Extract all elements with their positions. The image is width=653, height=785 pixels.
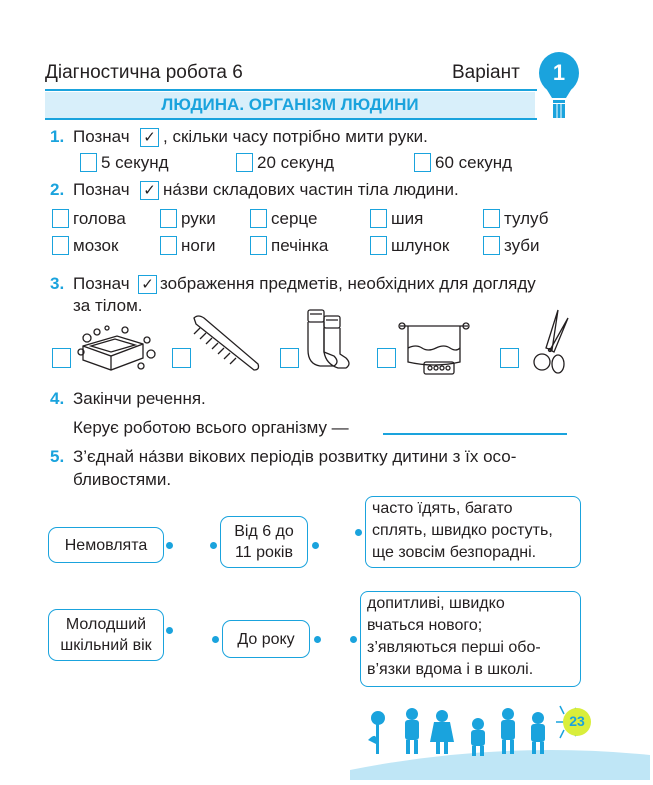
task2-option-r2-5: зуби <box>504 236 540 255</box>
children-decoration-icon <box>350 700 650 785</box>
task2-option-r1-5: тулуб <box>504 209 549 228</box>
period-newborns[interactable]: Немовлята <box>48 527 164 563</box>
task4-sentence: Керує роботою всього організму — <box>73 418 349 437</box>
trait-schoolchildren-dot[interactable] <box>350 636 357 643</box>
task2-text-after: на́зви складових частин тіла людини. <box>163 180 459 199</box>
period-newborns-dot[interactable] <box>166 542 173 549</box>
period-under-one-right-dot[interactable] <box>314 636 321 643</box>
period-junior-school-dot[interactable] <box>166 627 173 634</box>
task2-option-r2-2: ноги <box>181 236 216 255</box>
task2-option-r1-4: шия <box>391 209 424 228</box>
task3-text-after: зображення предметів, необхідних для догляду <box>160 274 536 293</box>
task4-number: 4. <box>50 389 65 408</box>
task3-checkbox-3[interactable] <box>280 348 299 368</box>
variant-number: 1 <box>552 60 566 85</box>
variant-label: Варіант <box>452 62 520 83</box>
task1-option-2: 20 секунд <box>257 153 335 172</box>
period-6-11-years[interactable]: Від 6 до 11 років <box>220 516 308 568</box>
task2-option-r1-2: руки <box>181 209 216 228</box>
task1-option-3: 60 секунд <box>435 153 513 172</box>
task2-checkbox-r2-1[interactable] <box>52 236 69 255</box>
task2-checkbox-r2-3[interactable] <box>250 236 267 255</box>
task1-text-before: Познач <box>73 127 130 146</box>
page-number: 23 <box>569 713 585 729</box>
trait-infants[interactable]: часто їдять, багато сплять, швидко ростуть, ще зовсім безпорадні. <box>365 496 581 568</box>
task1-option-1: 5 секунд <box>101 153 169 172</box>
scissors-icon <box>524 308 576 383</box>
task2-option-r1-1: голова <box>73 209 126 228</box>
task2-checkbox-r1-2[interactable] <box>160 209 177 228</box>
period-junior-school[interactable]: Молодший шкільний вік <box>48 609 164 661</box>
period-under-one[interactable]: До року <box>222 620 310 658</box>
task2-number: 2. <box>50 180 65 199</box>
task2-checkbox-r2-5[interactable] <box>483 236 500 255</box>
task2-option-r2-1: мозок <box>73 236 119 255</box>
task2-checkbox-r2-4[interactable] <box>370 236 387 255</box>
task3-text-before: Познач <box>73 274 130 293</box>
comb-icon <box>190 312 262 379</box>
task1-text-after: , скільки часу потрібно мити руки. <box>163 127 428 146</box>
task2-checkbox-r1-1[interactable] <box>52 209 69 228</box>
task3-checkbox-2[interactable] <box>172 348 191 368</box>
period-6-11-left-dot[interactable] <box>210 542 217 549</box>
task1-number: 1. <box>50 127 65 146</box>
task2-checkbox-r1-3[interactable] <box>250 209 267 228</box>
title-rule <box>45 89 537 91</box>
work-title: Діагностична робота 6 <box>45 62 243 83</box>
task2-text-before: Познач <box>73 180 130 199</box>
task3-check-sample: ✓ <box>138 275 157 294</box>
period-6-11-right-dot[interactable] <box>312 542 319 549</box>
task2-checkbox-r2-2[interactable] <box>160 236 177 255</box>
task5-instruction-line2: бливостями. <box>73 470 172 489</box>
task5-instruction-line1: З’єднай на́зви вікових періодів розвитку дитини з їх осо- <box>73 447 517 466</box>
task2-option-r1-3: серце <box>271 209 318 228</box>
soap-icon <box>77 318 159 381</box>
task2-checkbox-r1-4[interactable] <box>370 209 387 228</box>
task4-title: Закінчи речення. <box>73 389 206 408</box>
task5-number: 5. <box>50 447 65 466</box>
period-under-one-left-dot[interactable] <box>212 636 219 643</box>
task2-checkbox-r1-5[interactable] <box>483 209 500 228</box>
task4-answer-line[interactable] <box>383 433 567 435</box>
task3-number: 3. <box>50 274 65 293</box>
task2-option-r2-4: шлунок <box>391 236 450 255</box>
trait-schoolchildren[interactable]: допитливі, швидко вчаться нового; з’являються перші обо- в’язки вдома і в школі. <box>360 591 581 687</box>
task1-checkbox-2[interactable] <box>236 153 253 172</box>
task3-text-line2: за тілом. <box>73 296 143 315</box>
task3-checkbox-4[interactable] <box>377 348 396 368</box>
task3-checkbox-1[interactable] <box>52 348 71 368</box>
task1-check-sample: ✓ <box>140 128 159 147</box>
topic-heading: ЛЮДИНА. ОРГАНІЗМ ЛЮДИНИ <box>161 95 419 114</box>
task2-option-r2-3: печінка <box>271 236 329 255</box>
towel-icon <box>398 318 470 383</box>
topic-rule <box>45 118 537 120</box>
task1-checkbox-3[interactable] <box>414 153 431 172</box>
task1-checkbox-1[interactable] <box>80 153 97 172</box>
task2-check-sample: ✓ <box>140 181 159 200</box>
socks-icon <box>300 306 354 381</box>
task3-checkbox-5[interactable] <box>500 348 519 368</box>
trait-infants-dot[interactable] <box>355 529 362 536</box>
